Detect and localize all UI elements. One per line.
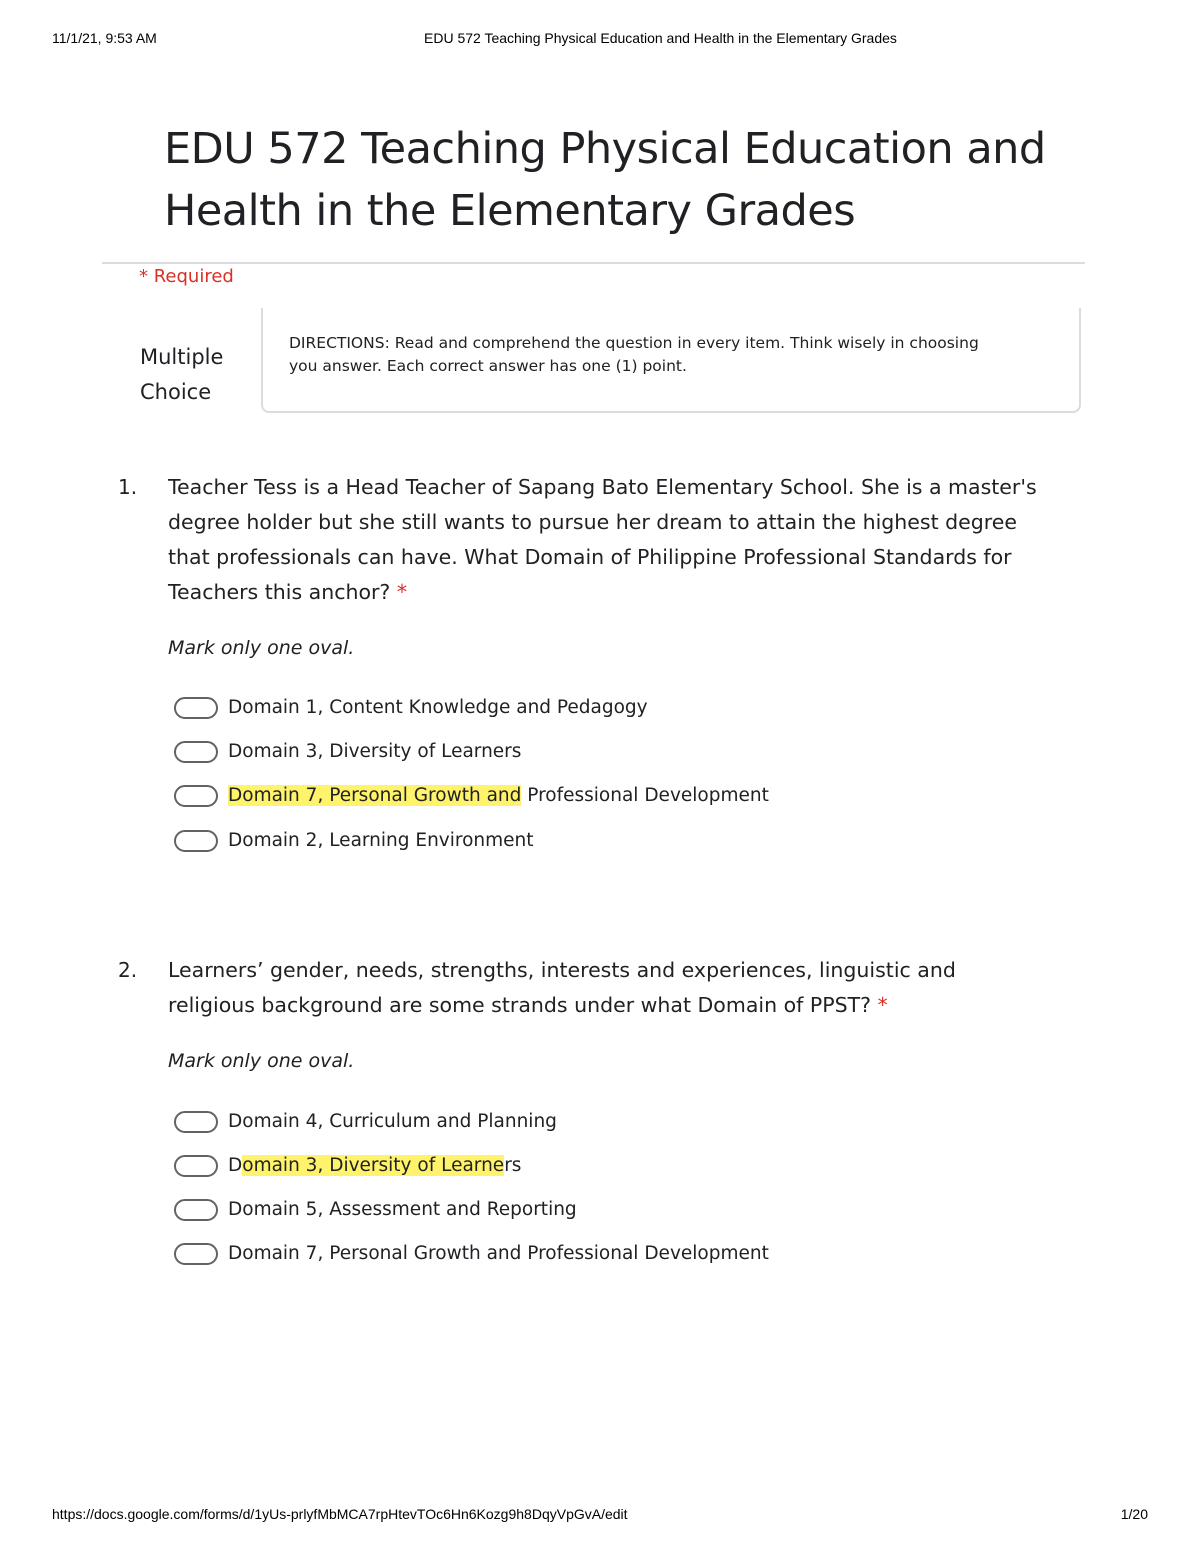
radio-oval[interactable] xyxy=(174,830,218,852)
question-instruction: Mark only one oval. xyxy=(168,1050,355,1072)
directions-card xyxy=(261,308,1081,413)
answer-highlight: Domain 7, Personal Growth and xyxy=(228,785,522,806)
required-asterisk: * xyxy=(877,993,888,1017)
print-footer xyxy=(52,1506,1148,1526)
question-text-line: degree holder but she still wants to pursue her dream to attain the highest degree xyxy=(168,510,1017,534)
option-label: Domain 4, Curriculum and Planning xyxy=(228,1111,557,1132)
radio-oval[interactable] xyxy=(174,1199,218,1221)
question-number: 1. xyxy=(118,475,138,499)
question-text-line: Learners’ gender, needs, strengths, interests and experiences, linguistic and xyxy=(168,958,956,982)
required-asterisk: * xyxy=(396,580,408,604)
question-text-line: Teacher Tess is a Head Teacher of Sapang Bato Elementary School. She is a master's xyxy=(168,475,1037,499)
option-domain-3[interactable] xyxy=(174,1151,974,1181)
radio-oval[interactable] xyxy=(174,1243,218,1265)
print-url: https://docs.google.com/forms/d/1yUs-prlyfMbMCA7rpHtevTOc6Hn6Kozg9h8DqyVpGvA/edit xyxy=(52,1506,628,1522)
question-text-line: that professionals can have. What Domain of Philippine Professional Standards for xyxy=(168,545,1012,569)
option-domain-3[interactable] xyxy=(174,737,974,767)
option-label: Domain 3, Diversity of Learners xyxy=(228,1155,522,1176)
section-label-line-1: Multiple xyxy=(140,345,224,369)
print-page-title: EDU 572 Teaching Physical Education and Health in the Elementary Grades xyxy=(424,30,897,46)
radio-oval[interactable] xyxy=(174,741,218,763)
option-label: Domain 1, Content Knowledge and Pedagogy xyxy=(228,697,648,718)
question-text-line: religious background are some strands under what Domain of PPST? xyxy=(168,993,871,1017)
radio-oval[interactable] xyxy=(174,785,218,807)
print-header xyxy=(52,30,1148,50)
question-instruction: Mark only one oval. xyxy=(168,637,355,659)
question-text-line: Teachers this anchor? xyxy=(168,580,391,604)
print-datetime: 11/1/21, 9:53 AM xyxy=(52,30,157,46)
section-label-line-2: Choice xyxy=(140,380,212,404)
answer-highlight: omain 3, Diversity of Learne xyxy=(242,1155,505,1176)
form-title-line-2: Health in the Elementary Grades xyxy=(164,186,856,236)
form-title-line-1: EDU 572 Teaching Physical Education and xyxy=(164,124,1046,174)
option-label: Domain 2, Learning Environment xyxy=(228,830,534,851)
option-label: Domain 5, Assessment and Reporting xyxy=(228,1199,577,1220)
option-label: Domain 3, Diversity of Learners xyxy=(228,741,522,762)
directions-line-1: DIRECTIONS: Read and comprehend the question in every item. Think wisely in choosing xyxy=(289,334,979,352)
question-text xyxy=(168,470,1068,610)
question-text xyxy=(168,953,1068,1023)
directions-line-2: you answer. Each correct answer has one (1) point. xyxy=(289,357,687,375)
required-note: * Required xyxy=(139,266,234,287)
option-domain-7[interactable] xyxy=(174,781,974,811)
option-domain-4[interactable] xyxy=(174,1107,974,1137)
radio-oval[interactable] xyxy=(174,697,218,719)
print-page-count: 1/20 xyxy=(1120,1506,1148,1522)
option-label: Domain 7, Personal Growth and Professional Development xyxy=(228,785,769,806)
option-domain-1[interactable] xyxy=(174,693,974,723)
question-number: 2. xyxy=(118,958,138,982)
form-title xyxy=(164,118,1064,242)
title-divider xyxy=(102,262,1085,264)
option-label: Domain 7, Personal Growth and Professional Development xyxy=(228,1243,769,1264)
section-label xyxy=(140,340,250,410)
radio-oval[interactable] xyxy=(174,1155,218,1177)
option-domain-7[interactable] xyxy=(174,1239,974,1269)
option-domain-2[interactable] xyxy=(174,826,974,856)
radio-oval[interactable] xyxy=(174,1111,218,1133)
option-domain-5[interactable] xyxy=(174,1195,974,1225)
